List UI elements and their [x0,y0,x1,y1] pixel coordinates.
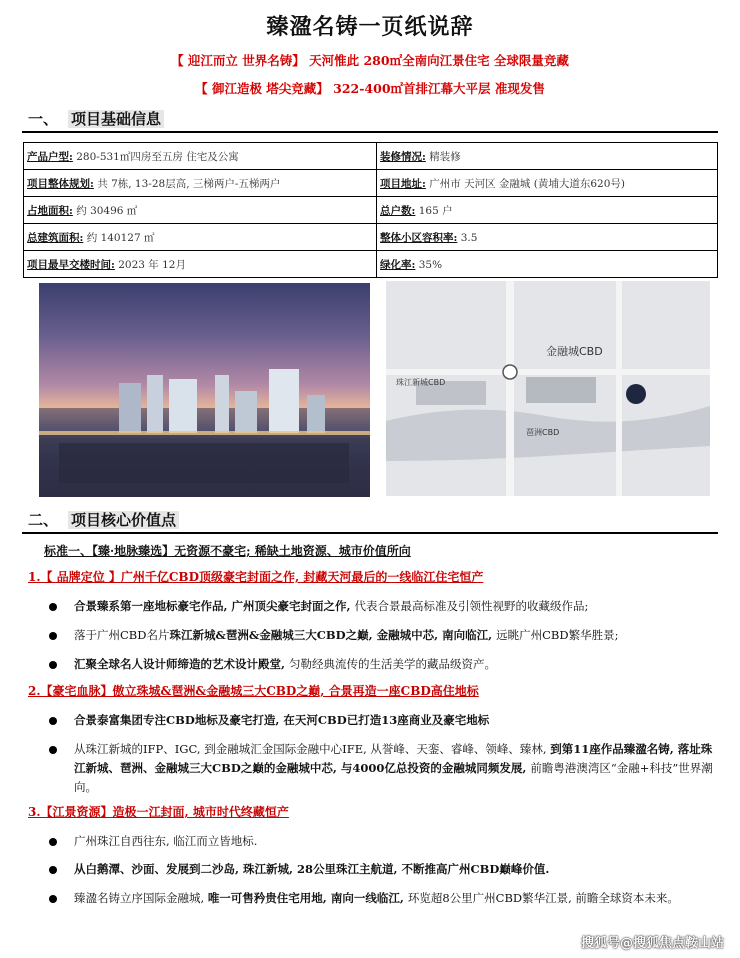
info-key: 项目整体规划: [27,177,94,190]
bullet-dot [49,603,57,611]
table-row [24,224,718,251]
point-3-bullet-3: 臻溋名铸立序国际金融城, 唯一可售矜贵住宅用地, 南向一线临江, 环览超8公里广州CBD繁华江景, 前瞻全球资本未来。 [74,891,679,905]
location-map-graphic [386,281,710,496]
bullet-dot [49,632,57,640]
slogan-line-2: 【 御江造极 塔尖竞藏】 322-400㎡首排江幕大平层 准现发售 [195,81,545,96]
info-value: 3.5 [460,231,478,244]
page-title: 臻溋名铸一页纸说辞 [266,15,474,40]
table-row [24,251,718,278]
section-heading-basic-info [28,108,164,129]
info-value: 35% [418,258,443,271]
section-heading-core-value [28,509,179,530]
bullet-dot [49,895,57,903]
table-row [24,143,718,170]
section-number: 一、 [28,110,59,128]
section-number: 二、 [28,511,59,529]
info-value: 共 7栋, 13-28层高, 三梯两户-五梯两户 [97,177,281,190]
section-label: 项目核心价值点 [68,511,179,529]
project-rendering-photo [39,283,370,497]
point-1-bullet-1: 合景臻系第一座地标豪宅作品, 广州顶尖豪宅封面之作, 代表合景最高标准及引领性视野的收藏级作品; [74,599,589,613]
point-3-bullet-1: 广州珠江自西往东, 临江而立皆地标. [74,834,258,848]
map-label-zhujiang: 珠江新城CBD [396,378,446,387]
info-value: 2023 年 12月 [118,258,186,271]
point-1-bullet-2: 落于广州CBD名片珠江新城&琶洲&金融城三大CBD之巅, 金融城中芯, 南向临江, 远眺广州CBD繁华胜景; [74,628,619,642]
basic-info-table [23,142,718,278]
slogan-line-1: 【 迎江而立 世界名铸】 天河惟此 280㎡全南向江景住宅 全球限量竞藏 [171,53,569,68]
bullet-dot [49,838,57,846]
bullet-dot [49,661,57,669]
watermark: 搜狐号@搜狐焦点鞍山站 [580,936,724,951]
point-3-heading: 3.【江景资源】造极一江封面, 城市时代终藏恒产 [28,805,289,819]
point-2-bullet-2: 从珠江新城的IFP、IGC, 到金融城汇金国际金融中心IFE, 从誉峰、天銮、睿峰、领峰、臻林, 到第11座作品臻溋名铸, 落址珠江新城、琶洲、金融城三大CBD之巅的金融城中芯, 与4000亿总投资的金融城同频发展, 前瞻粤港澳湾区“金融+科技”世界潮向。 [74,742,713,794]
info-key: 总建筑面积: [27,231,84,244]
info-key: 绿化率: [380,258,416,271]
info-key: 产品户型: [27,150,73,163]
info-key: 装修情况: [380,150,426,163]
table-row [24,170,718,197]
location-map [386,281,710,496]
info-key: 项目地址: [380,177,426,190]
section-divider [22,131,718,133]
info-value: 约 30496 ㎡ [76,204,138,217]
info-value: 精装修 [429,150,461,163]
point-2-heading: 2.【豪宅血脉】傲立珠城&琶洲&金融城三大CBD之巅, 合景再造一座CBD高住地标 [28,684,479,698]
bullet-dot [49,746,57,754]
bullet-dot [49,717,57,725]
point-2-bullet-1: 合景泰富集团专注CBD地标及豪宅打造, 在天河CBD已打造13座商业及豪宅地标 [74,713,490,727]
info-value: 广州市 天河区 金融城 (黄埔大道东620号) [429,177,625,190]
point-1-heading: 1.【 品牌定位 】广州千亿CBD顶级豪宅封面之作, 封藏天河最后的一线临江住宅恒产 [28,570,484,584]
info-value: 165 户 [418,204,453,217]
point-3-bullet-2: 从白鹅潭、沙面、发展到二沙岛, 珠江新城, 28公里珠江主航道, 不断推高广州CBD巅峰价值. [74,862,550,876]
point-1-bullet-3: 汇聚全球名人设计师缔造的艺术设计殿堂, 匀勒经典流传的生活美学的藏品级资产。 [74,657,497,671]
info-value: 约 140127 ㎡ [86,231,155,244]
section-divider [22,532,718,534]
info-key: 占地面积: [27,204,73,217]
info-key: 总户数: [380,204,416,217]
section-label: 项目基础信息 [68,110,164,128]
table-row [24,197,718,224]
info-key: 项目最早交楼时间: [27,258,115,271]
standard-one-heading: 标准一、【臻·地脉臻选】无资源不豪宅; 稀缺土地资源、城市价值所向 [44,544,411,558]
map-label-pazhou: 琶洲CBD [526,428,560,437]
info-value: 280-531㎡四房至五房 住宅及公寓 [76,150,239,163]
map-label-jinrongcheng: 金融城CBD [546,345,603,358]
riverside-towers-illustration [39,283,370,497]
bullet-dot [49,866,57,874]
info-key: 整体小区容积率: [380,231,458,244]
